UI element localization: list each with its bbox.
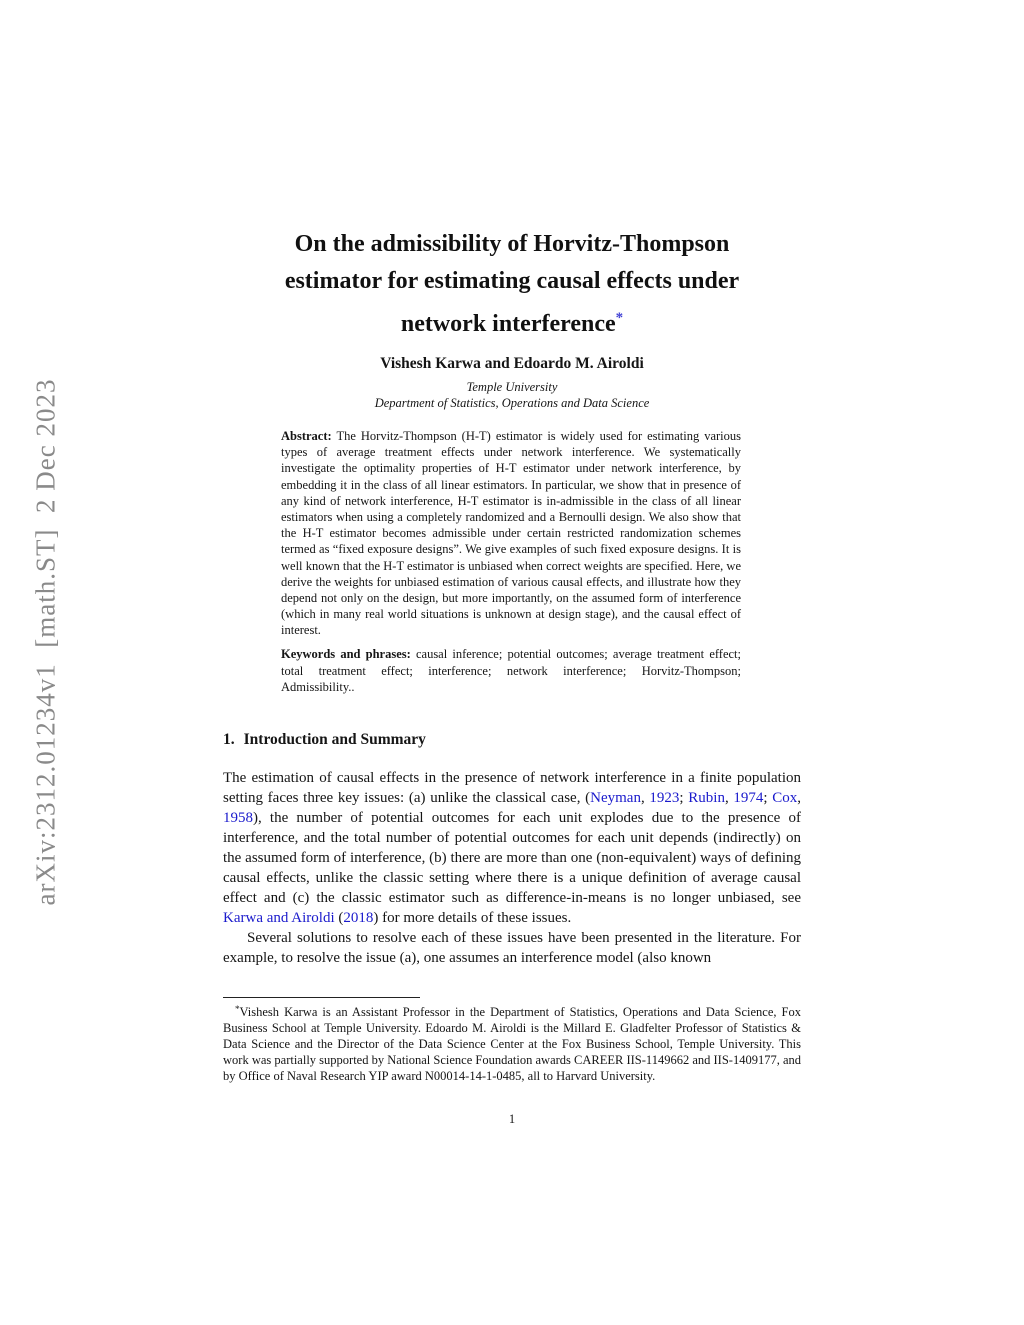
citation-link-neyman[interactable]: Neyman — [590, 790, 641, 806]
citation-link-2018[interactable]: 2018 — [343, 910, 374, 926]
abstract-text: The Horvitz-Thompson (H-T) estimator is widely used for estimating various types of average treatment effects under network interference. We systematically investigate the optimality properties of H-T estimator under network interference, by embedding it in the class of all linear estimators. In particular, we show that in presence of any kind of network interference, H-T estimator is in-admissible in the class of all linear estimators when using a completely randomized and a Bernoulli design. We also show that the H-T estimator becomes admissible under certain restricted randomization schemes termed as “fixed exposure designs”. We give examples of such fixed exposure designs. It is well known that the H-T estimator is unbiased when correct weights are specified. Here, we derive the weights for unbiased estimation of various causal effects, and illustrate how they depend not only on the design, but more importantly, on the assumed form of interference (which in many real world situations is unknown at design stage), and the causal effect of interest. — [281, 429, 741, 638]
keywords — [281, 646, 741, 696]
page-number: 1 — [508, 1112, 516, 1126]
intro-text: ; — [679, 790, 689, 806]
abstract-label: Abstract: — [281, 429, 332, 443]
citation-link-karwa-airoldi[interactable]: Karwa and Airoldi — [223, 910, 335, 926]
intro-text: ) for more details of these issues. — [373, 910, 572, 926]
paper-title — [223, 226, 801, 343]
paper-title-line-3 — [223, 300, 801, 343]
footnote-marker: * — [235, 1004, 240, 1014]
section-title: Introduction and Summary — [243, 731, 426, 748]
paper-title-line-3-text: network interference — [400, 311, 616, 337]
intro-paragraph-1 — [223, 768, 801, 928]
intro-paragraph-2: Several solutions to resolve each of these issues have been presented in the literature. For example, to resolve the issue (a), one assumes an interference model (also known — [223, 930, 801, 966]
intro-text: The estimation of causal effects in the presence of network interference in a finite population setting faces three key issues: (a) unlike the classical case, ( — [223, 770, 801, 806]
keywords-text: causal inference; potential outcomes; average treatment effect; total treatment effect; interference; network interference; Horvitz-Thompson; Admissibility.. — [281, 647, 742, 694]
keywords-label: Keywords and phrases: — [281, 647, 411, 661]
paper-title-line-2: estimator for estimating causal effects under — [284, 268, 740, 294]
title-footnote-marker[interactable]: * — [615, 310, 624, 326]
section-heading-introduction — [223, 731, 801, 749]
intro-text: , — [724, 790, 734, 806]
intro-text: ), the number of potential outcomes for each unit explodes due to the presence of interference, and the total number of potential outcomes for each unit depends (indirectly) on the assumed form of interference, (b) there are more than one (non-equivalent) ways of defining causal effects, unlike the classic setting where there is a unique definition of average causal effect and (c) the classic estimator such as difference-in-means is no longer unbiased, see — [223, 810, 801, 906]
introduction-body — [223, 768, 801, 968]
citation-link-1958[interactable]: 1958 — [223, 810, 253, 826]
affiliation-department: Department of Statistics, Operations and Data Science — [374, 395, 650, 410]
citation-link-rubin[interactable]: Rubin — [688, 790, 725, 806]
arxiv-watermark: arXiv:2312.01234v1 [math.ST] 2 Dec 2023 — [30, 378, 61, 906]
affiliation — [223, 380, 801, 411]
citation-link-cox[interactable]: Cox — [772, 790, 798, 806]
affiliation-university: Temple University — [466, 380, 558, 394]
footnote-text: Vishesh Karwa is an Assistant Professor in the Department of Statistics, Operations and Data Science, Fox Business School at Temple University. Edoardo M. Airoldi is the Millard E. Gladfelter Professor of Statistics & Data Science and the Director of the Data Science Center at the Fox Business School, Temple University. This work was partially supported by National Science Foundation awards CAREER IIS-1149662 and IIS-1409177, and by Office of Naval Research YIP award N00014-14-1-0485, all to Harvard University. — [223, 1005, 801, 1083]
intro-text: , — [797, 790, 802, 806]
citation-link-1974[interactable]: 1974 — [733, 790, 764, 806]
citation-link-1923[interactable]: 1923 — [649, 790, 680, 806]
intro-text: , — [640, 790, 650, 806]
intro-text: ; — [763, 790, 773, 806]
footnote-rule — [223, 997, 420, 998]
section-number: 1. — [223, 731, 235, 748]
abstract — [281, 428, 741, 639]
intro-text: ( — [334, 910, 344, 926]
authors: Vishesh Karwa and Edoardo M. Airoldi — [380, 355, 644, 372]
paper-title-line-1: On the admissibility of Horvitz-Thompson — [294, 231, 730, 257]
footnote — [223, 1001, 801, 1084]
